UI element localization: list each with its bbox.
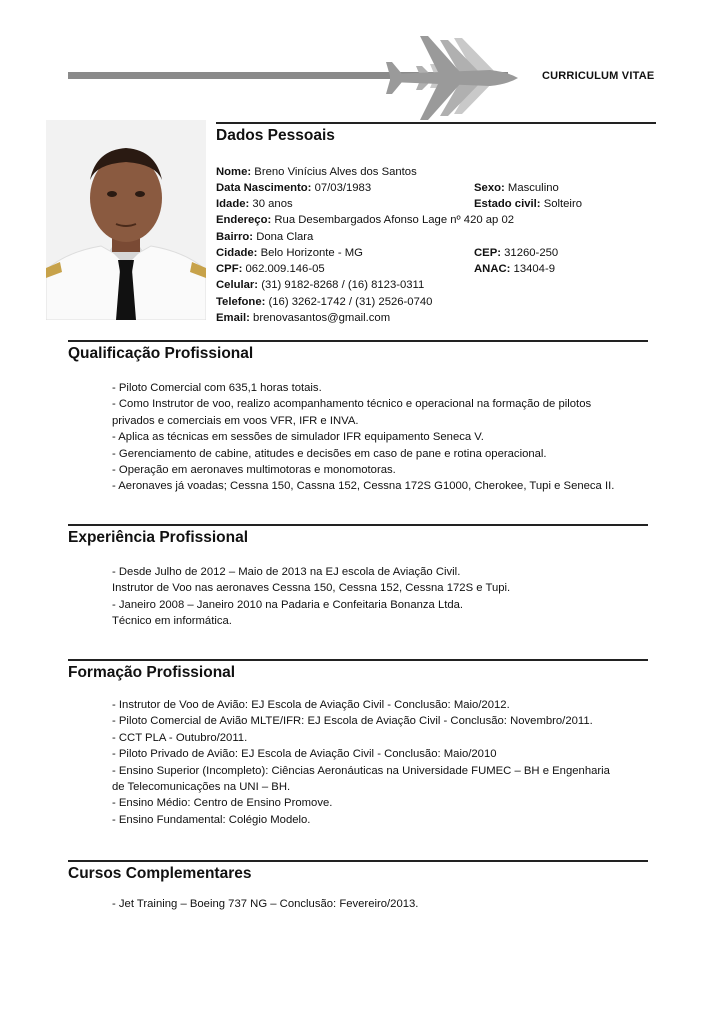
list-item: - Instrutor de Voo de Avião: EJ Escola de Aviação Civil - Conclusão: Maio/2012. xyxy=(112,699,510,711)
list-item: Técnico em informática. xyxy=(112,615,232,628)
cv-title: CURRICULUM VITAE xyxy=(542,70,655,82)
list-item: - Ensino Médio: Centro de Ensino Promove. xyxy=(112,797,333,810)
list-item: - Aeronaves já voadas; Cessna 150, Cassna 152, Cessna 172S G1000, Cherokee, Tupi e Seneca II. xyxy=(112,480,615,493)
field-nome: Nome: Breno Vinícius Alves dos Santos xyxy=(216,166,417,178)
list-item: de Telecomunicações na UNI – BH. xyxy=(112,781,291,794)
list-item: - CCT PLA - Outubro/2011. xyxy=(112,731,248,744)
section-title-dados: Dados Pessoais xyxy=(216,127,335,144)
section-title-formacao: Formação Profissional xyxy=(68,664,236,681)
list-item: Instrutor de Voo nas aeronaves Cessna 150, Cessna 152, Cessna 172S e Tupi. xyxy=(112,582,511,595)
divider xyxy=(68,860,648,862)
field-bairro: Bairro: Dona Clara xyxy=(216,231,314,243)
formacao-list xyxy=(112,697,610,828)
field-endereco: Endereço: Rua Desembargados Afonso Lage nº 420 ap 02 xyxy=(216,214,515,226)
divider xyxy=(68,340,648,342)
field-idade: Idade: 30 anos xyxy=(216,198,293,210)
list-item: - Piloto Comercial de Avião MLTE/IFR: EJ Escola de Aviação Civil - Conclusão: Novembro/2011. xyxy=(112,715,593,728)
list-item: - Ensino Fundamental: Colégio Modelo. xyxy=(112,813,311,826)
qualificacao-list xyxy=(112,380,614,495)
field-nascimento: Data Nascimento: 07/03/1983 xyxy=(216,182,372,194)
field-anac: ANAC: 13404-9 xyxy=(474,263,556,275)
field-cidade: Cidade: Belo Horizonte - MG xyxy=(216,247,363,259)
list-item: - Gerenciamento de cabine, atitudes e decisões em caso de pane e rotina operacional. xyxy=(112,447,547,460)
airplane-icon xyxy=(380,30,525,125)
divider xyxy=(68,659,648,661)
list-item: - Janeiro 2008 – Janeiro 2010 na Padaria e Confeitaria Bonanza Ltda. xyxy=(112,598,464,611)
field-telefone: Telefone: (16) 3262-1742 / (31) 2526-0740 xyxy=(216,296,433,308)
field-celular: Celular: (31) 9182-8268 / (16) 8123-0311 xyxy=(216,279,425,291)
divider xyxy=(216,122,656,124)
list-item: - Piloto Privado de Avião: EJ Escola de Aviação Civil - Conclusão: Maio/2010 xyxy=(112,748,497,761)
section-title-experiencia: Experiência Profissional xyxy=(68,529,249,546)
section-title-cursos: Cursos Complementares xyxy=(68,865,252,882)
list-item: privados e comerciais em voos VFR, IFR e INVA. xyxy=(112,414,359,427)
experiencia-list xyxy=(112,564,510,630)
list-item: - Aplica as técnicas em sessões de simulador IFR equipamento Seneca V. xyxy=(112,431,484,444)
field-sexo: Sexo: Masculino xyxy=(474,182,559,194)
list-item: - Piloto Comercial com 635,1 horas totais. xyxy=(112,382,322,394)
list-item: - Jet Training – Boeing 737 NG – Conclusão: Fevereiro/2013. xyxy=(112,898,419,910)
list-item: - Operação em aeronaves multimotoras e monomotoras. xyxy=(112,464,396,477)
field-cep: CEP: 31260-250 xyxy=(474,247,559,259)
field-email: Email: brenovasantos@gmail.com xyxy=(216,312,391,324)
list-item: - Desde Julho de 2012 – Maio de 2013 na EJ escola de Aviação Civil. xyxy=(112,566,461,578)
list-item: - Ensino Superior (Incompleto): Ciências Aeronáuticas na Universidade FUMEC – BH e Engenharia xyxy=(112,764,610,777)
field-cpf: CPF: 062.009.146-05 xyxy=(216,263,325,275)
profile-photo xyxy=(46,120,206,320)
list-item: - Como Instrutor de voo, realizo acompanhamento técnico e operacional na formação de pilotos xyxy=(112,398,592,411)
field-estado-civil: Estado civil: Solteiro xyxy=(474,198,582,210)
cursos-list xyxy=(112,896,418,912)
divider xyxy=(68,524,648,526)
section-title-qualificacao: Qualificação Profissional xyxy=(68,345,254,362)
